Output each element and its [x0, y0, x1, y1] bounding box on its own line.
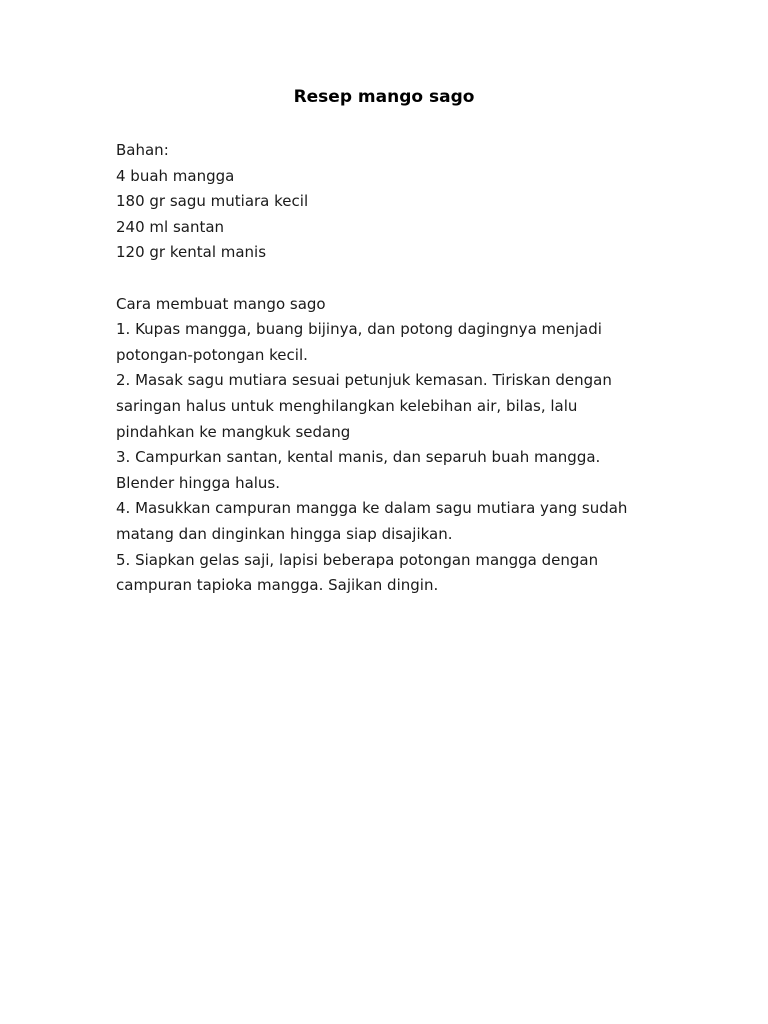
method-line: 4. Masukkan campuran mangga ke dalam sagu mutiara yang sudah: [116, 499, 628, 518]
paragraph-gap: [116, 266, 676, 292]
ingredients-heading: Bahan:: [116, 141, 169, 159]
ingredient-item: 180 gr sagu mutiara kecil: [116, 192, 309, 211]
method-line: 1. Kupas mangga, buang bijinya, dan potong dagingnya menjadi: [116, 320, 602, 339]
ingredient-item: 4 buah mangga: [116, 166, 235, 185]
method-line: 3. Campurkan santan, kental manis, dan separuh buah mangga.: [116, 448, 601, 467]
method-line: 2. Masak sagu mutiara sesuai petunjuk kemasan. Tiriskan dengan: [116, 371, 612, 390]
recipe-body: [116, 138, 676, 599]
method-heading: Cara membuat mango sago: [116, 294, 326, 313]
method-line: 5. Siapkan gelas saji, lapisi beberapa potongan mangga dengan: [116, 550, 599, 569]
method-line: campuran tapioka mangga. Sajikan dingin.: [116, 576, 439, 595]
method-line: Blender hingga halus.: [116, 473, 281, 492]
method-line: saringan halus untuk menghilangkan kelebihan air, bilas, lalu: [116, 396, 578, 415]
method-line: pindahkan ke mangkuk sedang: [116, 422, 351, 441]
ingredient-item: 120 gr kental manis: [116, 243, 267, 262]
ingredient-item: 240 ml santan: [116, 217, 225, 236]
method-line: matang dan dinginkan hingga siap disajikan.: [116, 524, 453, 543]
document-title: Resep mango sago: [293, 87, 475, 107]
method-line: potongan-potongan kecil.: [116, 345, 308, 364]
